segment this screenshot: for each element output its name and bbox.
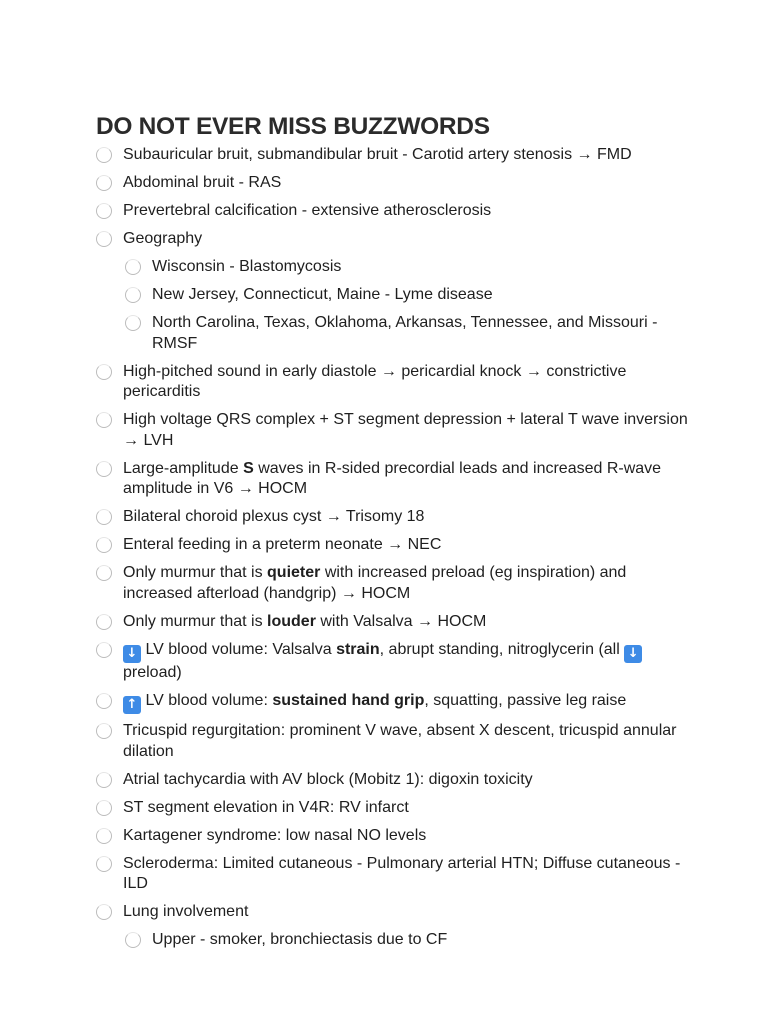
text-segment: Upper - smoker, bronchiectasis due to CF — [152, 931, 448, 948]
text-segment: LV blood volume: — [141, 691, 273, 709]
text-segment: North Carolina, Texas, Oklahoma, Arkansas, Tennessee, and Missouri - RMSF — [152, 314, 658, 352]
checklist-item-text — [123, 201, 696, 222]
text-segment: , abrupt standing, nitroglycerin (all — [379, 640, 625, 658]
checkbox-circle-icon[interactable] — [96, 856, 112, 872]
text-segment: with Valsalva → HOCM — [315, 612, 487, 630]
checklist-item — [96, 721, 696, 762]
text-segment: Enteral feeding in a preterm neonate → NEC — [123, 536, 442, 553]
checklist-item-text — [123, 826, 696, 847]
checklist-item — [96, 145, 696, 166]
checklist-item — [96, 826, 696, 847]
down-arrow-icon: ↓ — [624, 645, 642, 663]
up-arrow-icon: ↑ — [123, 696, 141, 714]
text-segment: LV blood volume: Valsalva — [141, 640, 337, 658]
checklist-item-text — [123, 229, 696, 250]
checklist-item — [96, 535, 696, 556]
bold-text: louder — [267, 612, 316, 630]
checkbox-circle-icon[interactable] — [96, 772, 112, 788]
checkbox-circle-icon[interactable] — [96, 723, 112, 739]
text-segment: with increased preload (eg inspiration) and increased afterload (handgrip) → HOCM — [123, 564, 627, 602]
bold-text: sustained hand grip — [272, 691, 425, 709]
checklist-item-text — [123, 459, 696, 500]
checklist-item-text — [123, 902, 696, 923]
note-title: DO NOT EVER MISS BUZZWORDS — [96, 113, 490, 140]
checkbox-circle-icon[interactable] — [96, 614, 112, 630]
checklist-item-text — [123, 770, 696, 791]
checklist-item-text — [123, 721, 696, 762]
text-segment: Geography — [123, 230, 203, 247]
checklist-item — [96, 459, 696, 500]
checklist-item — [96, 691, 696, 714]
checklist-item — [96, 362, 696, 403]
checklist-item-text — [123, 563, 696, 604]
text-segment: New Jersey, Connecticut, Maine - Lyme disease — [152, 286, 493, 303]
checklist-item-text — [123, 362, 696, 403]
checkbox-circle-icon[interactable] — [96, 364, 112, 380]
text-segment: Scleroderma: Limited cutaneous - Pulmonary arterial HTN; Diffuse cutaneous - ILD — [123, 854, 681, 892]
text-segment: ST segment elevation in V4R: RV infarct — [123, 798, 409, 816]
checklist-item — [96, 563, 696, 604]
checklist-item — [96, 640, 696, 684]
text-segment: Wisconsin - Blastomycosis — [152, 258, 342, 275]
bold-text: S — [243, 459, 254, 477]
note-page — [96, 112, 696, 958]
checklist-item — [96, 173, 696, 194]
checkbox-circle-icon[interactable] — [125, 315, 141, 331]
bold-text: strain — [336, 640, 380, 658]
checkbox-circle-icon[interactable] — [96, 565, 112, 581]
checkbox-circle-icon[interactable] — [125, 259, 141, 275]
checklist-item-text — [123, 410, 696, 451]
checklist-item-text — [123, 173, 696, 194]
down-arrow-icon: ↓ — [123, 645, 141, 663]
checklist-item — [96, 798, 696, 819]
text-segment: Bilateral choroid plexus cyst → Trisomy 18 — [123, 508, 425, 525]
checkbox-circle-icon[interactable] — [96, 828, 112, 844]
text-segment: Only murmur that is — [123, 612, 268, 630]
text-segment: waves in R-sided precordial leads and increased R-wave amplitude in V6 → HOCM — [123, 459, 662, 497]
checklist-item-text — [123, 854, 696, 895]
text-segment: Prevertebral calcification - extensive atherosclerosis — [123, 202, 492, 219]
text-segment: preload) — [123, 663, 182, 681]
text-segment: Tricuspid regurgitation: prominent V wave, absent X descent, tricuspid annular dilation — [123, 722, 677, 760]
text-segment: Only murmur that is — [123, 564, 268, 581]
checkbox-circle-icon[interactable] — [96, 904, 112, 920]
checklist-subitem — [96, 313, 696, 354]
checklist-item-text — [152, 257, 696, 278]
checklist-item-text — [123, 535, 696, 556]
checklist-item — [96, 612, 696, 633]
checkbox-circle-icon[interactable] — [96, 203, 112, 219]
checkbox-circle-icon[interactable] — [96, 800, 112, 816]
text-segment: Abdominal bruit - RAS — [123, 174, 282, 191]
checkbox-circle-icon[interactable] — [96, 537, 112, 553]
checklist-item-text — [123, 640, 696, 684]
checklist-item-text — [152, 930, 696, 951]
checklist-item — [96, 770, 696, 791]
checkbox-circle-icon[interactable] — [96, 231, 112, 247]
checkbox-circle-icon[interactable] — [125, 287, 141, 303]
checklist-item-text — [123, 691, 696, 714]
checklist-item-text — [123, 145, 696, 166]
checklist-item-text — [123, 507, 696, 528]
checklist-item — [96, 507, 696, 528]
checklist — [96, 145, 696, 951]
checklist-item-text — [152, 313, 696, 354]
checklist-item-text — [123, 612, 696, 633]
text-segment: Lung involvement — [123, 903, 249, 920]
checkbox-circle-icon[interactable] — [125, 932, 141, 948]
checklist-item — [96, 410, 696, 451]
bold-text: quieter — [267, 564, 321, 581]
checkbox-circle-icon[interactable] — [96, 147, 112, 163]
text-segment: Atrial tachycardia with AV block (Mobitz 1): digoxin toxicity — [123, 770, 533, 788]
checklist-subitem — [96, 930, 696, 951]
checklist-item-text — [152, 285, 696, 306]
text-segment: High-pitched sound in early diastole → pericardial knock → constrictive pericarditis — [123, 362, 627, 400]
checklist-item — [96, 229, 696, 250]
checklist-item-text — [123, 798, 696, 819]
text-segment: Subauricular bruit, submandibular bruit - Carotid artery stenosis → FMD — [123, 146, 632, 163]
checkbox-circle-icon[interactable] — [96, 175, 112, 191]
checkbox-circle-icon[interactable] — [96, 412, 112, 428]
checkbox-circle-icon[interactable] — [96, 509, 112, 525]
checklist-item — [96, 201, 696, 222]
checkbox-circle-icon[interactable] — [96, 461, 112, 477]
checklist-subitem — [96, 257, 696, 278]
checkbox-circle-icon[interactable] — [96, 642, 112, 658]
checklist-item — [96, 902, 696, 923]
text-segment: , squatting, passive leg raise — [424, 691, 627, 709]
text-segment: Large-amplitude — [123, 459, 244, 477]
checklist-subitem — [96, 285, 696, 306]
checkbox-circle-icon[interactable] — [96, 693, 112, 709]
checklist-item — [96, 854, 696, 895]
text-segment: High voltage QRS complex + ST segment depression + lateral T wave inversion → LVH — [123, 411, 688, 449]
text-segment: Kartagener syndrome: low nasal NO levels — [123, 826, 427, 844]
